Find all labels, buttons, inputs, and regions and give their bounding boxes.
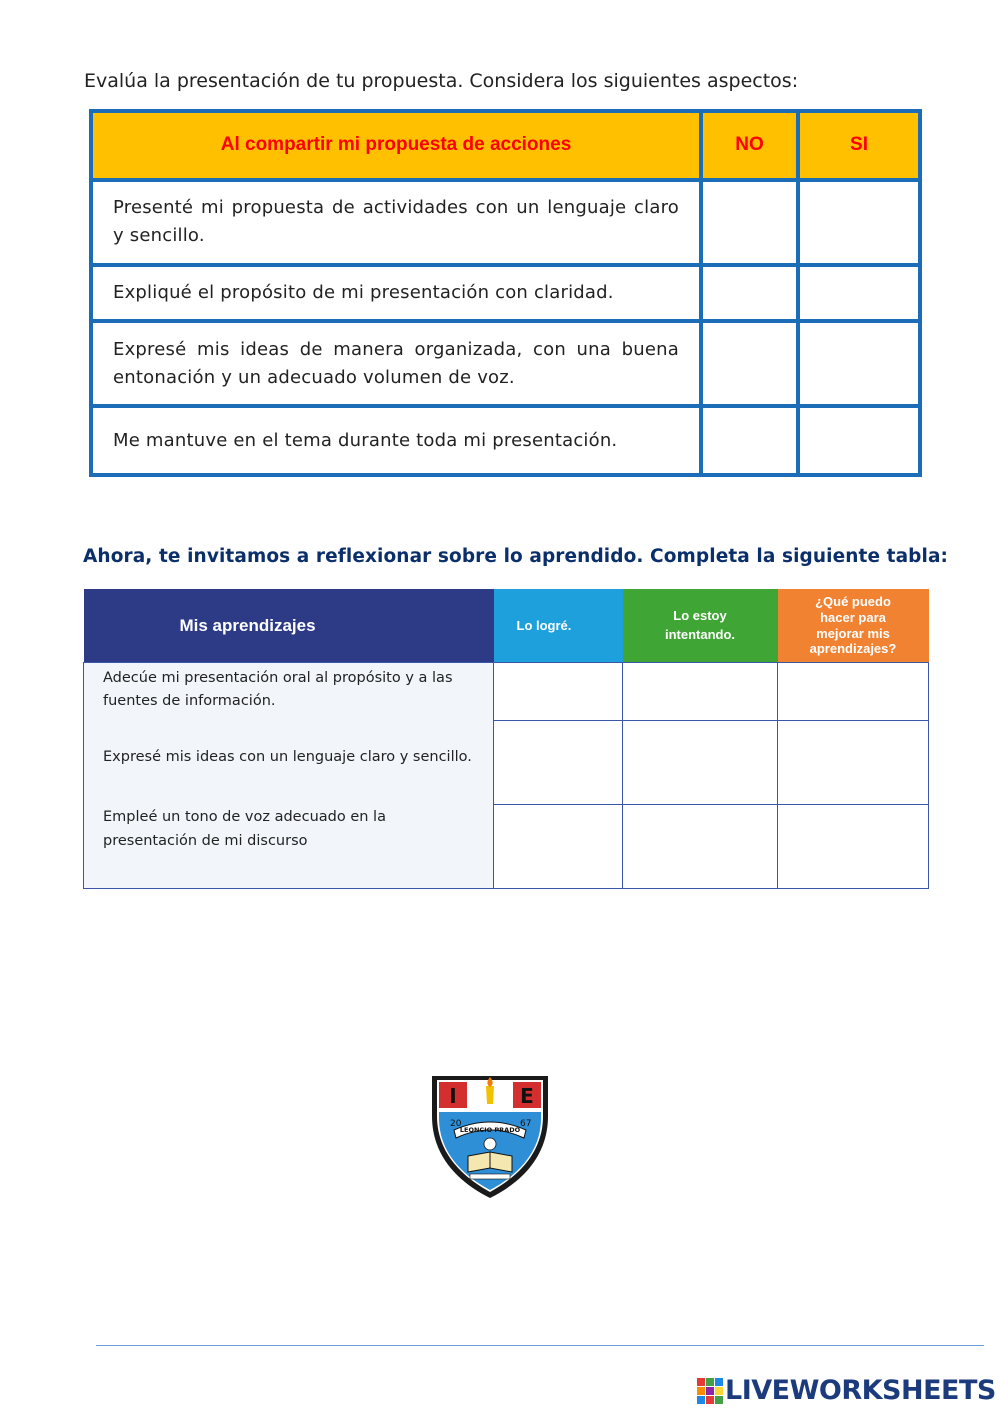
answer-box-trying[interactable] xyxy=(623,805,778,889)
intro-text: Evalúa la presentación de tu propuesta. Considera los siguientes aspectos: xyxy=(84,70,799,92)
answer-box-done[interactable] xyxy=(494,663,623,721)
brand-name: LIVEWORKSHEETS xyxy=(725,1375,996,1406)
header-trying-line: intentando. xyxy=(664,626,736,642)
answer-box-improve[interactable] xyxy=(778,721,929,805)
answer-box-trying[interactable] xyxy=(623,663,778,721)
footer-divider xyxy=(96,1345,984,1346)
header-improve-line: mejorar mis xyxy=(816,625,890,641)
eval-header-si: SI xyxy=(798,111,920,180)
header-improve-line: hacer para xyxy=(820,609,886,625)
school-crest-logo xyxy=(426,1072,554,1200)
header-improve-line: aprendizajes? xyxy=(809,641,897,657)
liveworksheets-brand xyxy=(697,1376,996,1406)
crest-year-right: 67 xyxy=(520,1119,532,1129)
answer-box-done[interactable] xyxy=(494,805,623,889)
reflection-heading: Ahora, te invitamos a reflexionar sobre lo aprendido. Completa la siguiente tabla: xyxy=(83,546,949,567)
eval-row-text: Presenté mi propuesta de actividades con un lenguaje claro y sencillo. xyxy=(91,180,701,265)
learning-item: Expresé mis ideas con un lenguaje claro y sencillo. xyxy=(103,748,472,765)
learning-item: Adecúe mi presentación oral al propósito y a las fuentes de información. xyxy=(103,670,453,710)
learning-item: Empleé un tono de voz adecuado en la presentación de mi discurso xyxy=(103,809,386,849)
crest-year-left: 20 xyxy=(450,1119,462,1129)
answer-box-si[interactable] xyxy=(798,406,920,475)
crest-letter-left: I xyxy=(449,1084,457,1108)
crest-letter-right: E xyxy=(520,1084,534,1108)
eval-row-text: Me mantuve en el tema durante toda mi presentación. xyxy=(91,406,701,475)
learning-header-improve xyxy=(778,589,929,663)
eval-row-text: Expresé mis ideas de manera organizada, con una buena entonación y un adecuado volumen de voz. xyxy=(91,321,701,406)
answer-box-trying[interactable] xyxy=(623,721,778,805)
answer-box-done[interactable] xyxy=(494,721,623,805)
answer-box-si[interactable] xyxy=(798,265,920,321)
learning-header-main: Mis aprendizajes xyxy=(84,589,494,663)
answer-box-no[interactable] xyxy=(701,406,798,475)
answer-box-improve[interactable] xyxy=(778,805,929,889)
answer-box-improve[interactable] xyxy=(778,663,929,721)
eval-header-no: NO xyxy=(701,111,798,180)
answer-box-si[interactable] xyxy=(798,321,920,406)
learning-table xyxy=(83,589,929,889)
learning-header-trying xyxy=(623,589,778,663)
eval-header: Al compartir mi propuesta de acciones xyxy=(91,111,701,180)
crest-banner: LEONCIO PRADO xyxy=(459,1126,521,1134)
torch-icon xyxy=(486,1086,494,1104)
answer-box-si[interactable] xyxy=(798,180,920,265)
learning-header-done: Lo logré. xyxy=(494,589,623,663)
liveworksheets-logo-icon xyxy=(697,1378,723,1404)
answer-box-no[interactable] xyxy=(701,321,798,406)
evaluation-table xyxy=(89,109,922,477)
header-trying-line: Lo estoy xyxy=(673,607,727,623)
answer-box-no[interactable] xyxy=(701,180,798,265)
eval-row-text: Expliqué el propósito de mi presentación con claridad. xyxy=(91,265,701,321)
header-improve-line: ¿Qué puedo xyxy=(815,594,891,610)
learning-items-cell xyxy=(84,663,494,889)
answer-box-no[interactable] xyxy=(701,265,798,321)
